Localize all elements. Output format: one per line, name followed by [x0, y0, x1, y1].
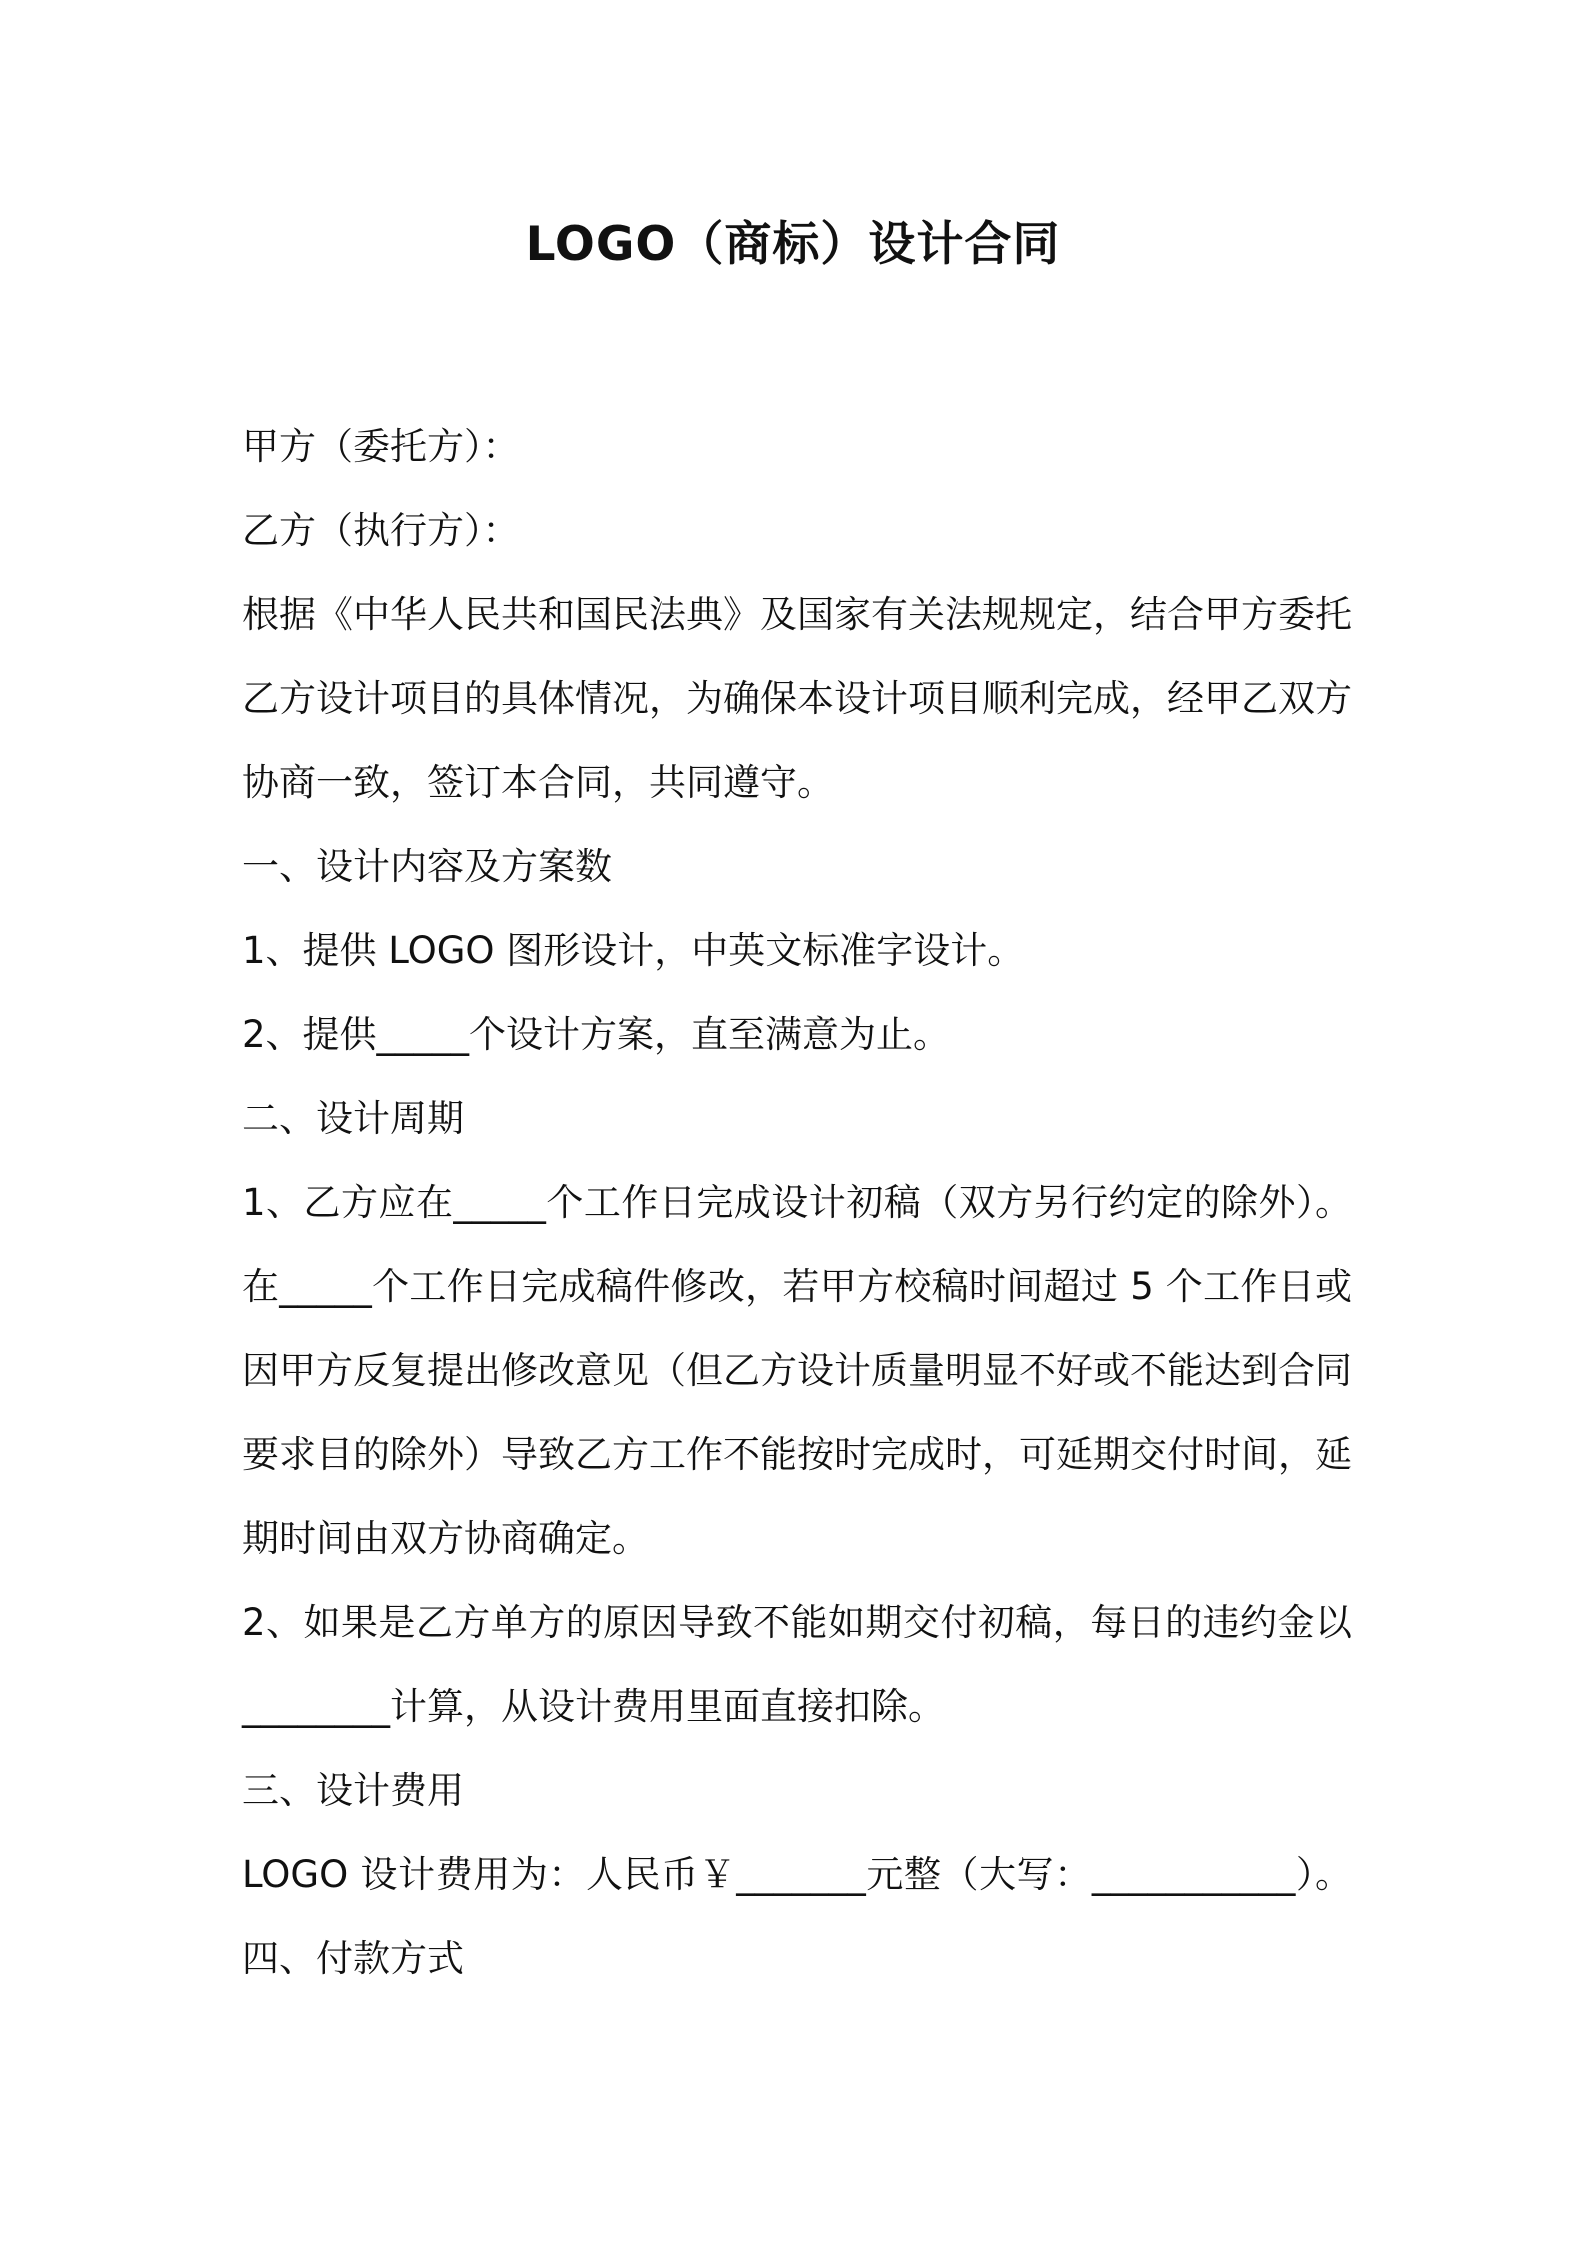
contract-line: 三、设计费用	[242, 1769, 464, 1812]
contract-line: 要求目的除外）导致乙方工作不能按时完成时，可延期交付时间，延	[242, 1433, 1352, 1476]
contract-line: 因甲方反复提出修改意见（但乙方设计质量明显不好或不能达到合同	[242, 1349, 1352, 1392]
contract-line: 1、乙方应在_____个工作日完成设计初稿（双方另行约定的除外）。	[242, 1181, 1352, 1224]
contract-line: 乙方设计项目的具体情况，为确保本设计项目顺利完成，经甲乙双方	[242, 677, 1352, 720]
contract-line: 二、设计周期	[242, 1097, 464, 1140]
contract-line: 2、如果是乙方单方的原因导致不能如期交付初稿，每日的违约金以	[242, 1601, 1352, 1644]
contract-line: 在_____个工作日完成稿件修改，若甲方校稿时间超过 5 个工作日或	[242, 1265, 1352, 1308]
contract-line: 协商一致，签订本合同，共同遵守。	[242, 761, 834, 804]
contract-line: 甲方（委托方）：	[242, 425, 520, 468]
contract-line: LOGO 设计费用为：人民币￥_______元整（大写：___________）。	[242, 1853, 1352, 1896]
contract-line: 根据《中华人民共和国民法典》及国家有关法规规定，结合甲方委托	[242, 593, 1352, 636]
contract-line: 1、提供 LOGO 图形设计，中英文标准字设计。	[242, 929, 1025, 972]
contract-body	[242, 405, 1352, 2001]
contract-line: 2、提供_____个设计方案，直至满意为止。	[242, 1013, 951, 1056]
contract-line: ________计算，从设计费用里面直接扣除。	[242, 1685, 945, 1728]
page-title: LOGO（商标）设计合同	[525, 217, 1061, 272]
contract-line: 一、设计内容及方案数	[242, 845, 612, 888]
contract-line: 期时间由双方协商确定。	[242, 1517, 649, 1560]
contract-line: 乙方（执行方）：	[242, 509, 520, 552]
contract-line: 四、付款方式	[242, 1937, 464, 1980]
